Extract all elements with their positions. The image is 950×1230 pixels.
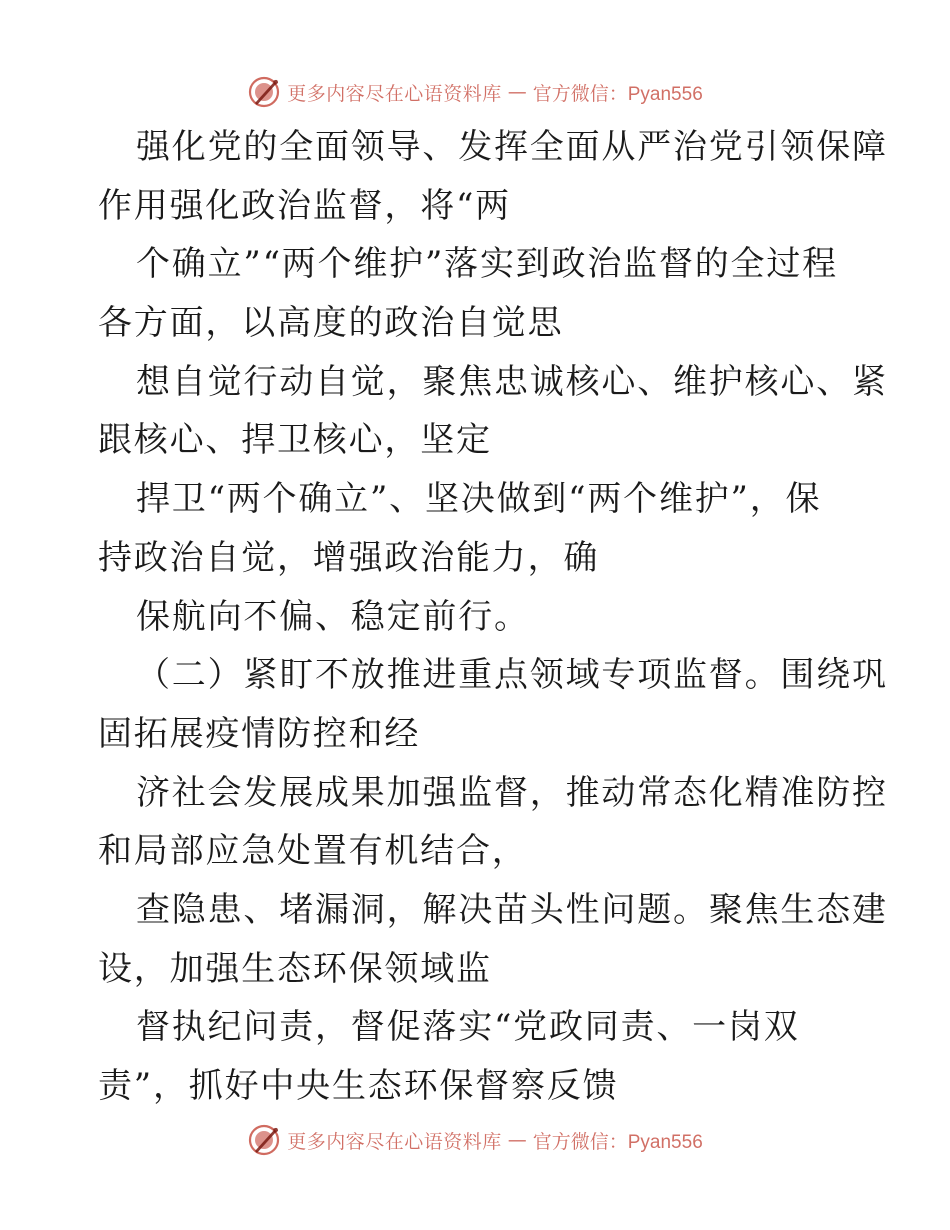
footer-watermark [0, 1120, 950, 1160]
header-watermark [0, 72, 950, 112]
watermark-contact: 官方微信：Pyan556 [532, 1131, 703, 1153]
quill-seal-icon [247, 1123, 281, 1157]
watermark-text: 更多内容尽在心语资料库 [287, 82, 502, 105]
text-line: 个确立”“两个维护”落实到政治监督的全过程 [136, 244, 838, 285]
text-line: 各方面，以高度的政治自觉思 [98, 303, 564, 344]
text-line: 督执纪问责，督促落实“党政同责、一岗双 [136, 1007, 800, 1048]
text-line: 保航向不偏、稳定前行。 [136, 596, 530, 637]
text-line: （二）紧盯不放推进重点领域专项监督。围绕巩 [136, 655, 888, 696]
text-line: 设，加强生态环保领域监 [98, 948, 492, 989]
text-line: 济社会发展成果加强监督，推动常态化精准防控 [136, 772, 888, 813]
text-line: 捍卫“两个确立”、坚决做到“两个维护”，保 [136, 479, 822, 520]
text-line: 想自觉行动自觉，聚焦忠诚核心、维护核心、紧 [136, 361, 888, 402]
document-body [98, 118, 888, 1116]
watermark-separator: — [507, 1129, 527, 1151]
watermark-text: 更多内容尽在心语资料库 [287, 1130, 502, 1153]
text-line: 责”，抓好中央生态环保督察反馈 [98, 1066, 619, 1106]
text-line: 和局部应急处置有机结合， [98, 831, 528, 872]
quill-seal-icon [247, 75, 281, 109]
text-line: 跟核心、捍卫核心，坚定 [98, 420, 492, 461]
text-line: 强化党的全面领导、发挥全面从严治党引领保障 [136, 127, 888, 167]
text-line: 持政治自觉，增强政治能力，确 [98, 537, 600, 578]
watermark-separator: — [507, 81, 527, 103]
watermark-contact: 官方微信：Pyan556 [532, 83, 703, 105]
text-line: 固拓展疫情防控和经 [98, 713, 421, 754]
text-line: 作用强化政治监督，将“两 [98, 185, 511, 226]
text-line: 查隐患、堵漏洞，解决苗头性问题。聚焦生态建 [136, 889, 888, 930]
